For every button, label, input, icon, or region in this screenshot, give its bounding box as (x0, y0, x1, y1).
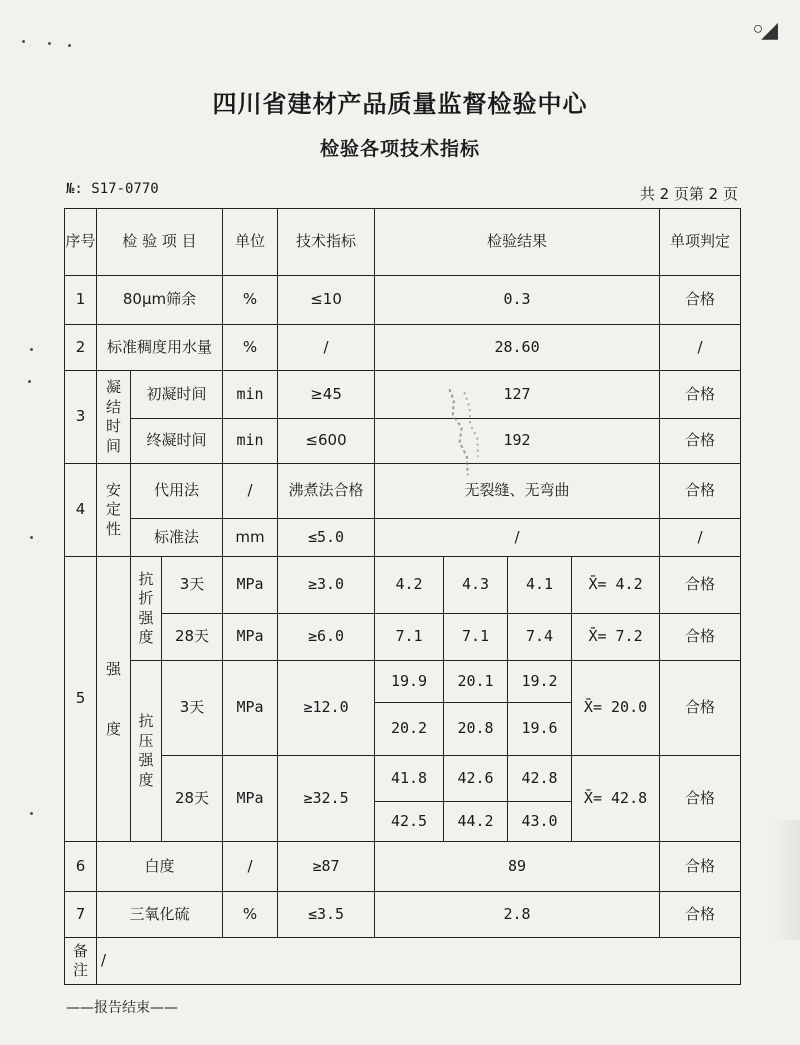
spec-3b: ≤600 (278, 419, 375, 464)
scan-speck (22, 40, 25, 43)
result-6: 89 (375, 842, 660, 892)
comp-3d-spec: ≥12.0 (278, 661, 375, 756)
seq-4: 4 (65, 464, 97, 557)
group-3 (97, 371, 131, 464)
comp-3d-avg: X̄= 20.0 (572, 661, 660, 756)
result-4a: 无裂缝、无弯曲 (375, 464, 660, 519)
flex-28d-avg: X̄= 7.2 (572, 614, 660, 661)
flex-3d-v1: 4.2 (375, 557, 444, 614)
item-4a: 代用法 (131, 464, 223, 519)
flex-28d-spec: ≥6.0 (278, 614, 375, 661)
comp-28d-r2-v1: 42.5 (375, 802, 444, 842)
header-result: 检验结果 (375, 209, 660, 276)
unit-4a: / (223, 464, 278, 519)
table-row-7 (65, 892, 741, 938)
seq-3: 3 (65, 371, 97, 464)
remarks-label-cell (65, 938, 97, 985)
flex-28d-v3: 7.4 (508, 614, 572, 661)
result-7: 2.8 (375, 892, 660, 938)
result-1: 0.3 (375, 276, 660, 325)
header-seq: 序号 (65, 209, 97, 276)
seq-7: 7 (65, 892, 97, 938)
item-2: 标准稠度用水量 (97, 325, 223, 371)
comp-28d-r2-v2: 44.2 (444, 802, 508, 842)
table-row-5-comp-28d-a (65, 756, 741, 802)
verdict-3b: 合格 (660, 419, 741, 464)
header-unit: 单位 (223, 209, 278, 276)
table-row-3b (65, 419, 741, 464)
result-3b: 192 (375, 419, 660, 464)
document-number: №: S17-0770 (66, 181, 159, 197)
corner-scribble-mark: ◦◢ (751, 18, 774, 43)
result-2: 28.60 (375, 325, 660, 371)
verdict-7: 合格 (660, 892, 741, 938)
result-4b: / (375, 519, 660, 557)
document-title: 四川省建材产品质量监督检验中心 (212, 90, 588, 118)
header-item: 检 验 项 目 (97, 209, 223, 276)
table-row-5-comp-3d-a (65, 661, 741, 703)
comp-3d-age: 3天 (162, 661, 223, 756)
verdict-2: / (660, 325, 741, 371)
flex-3d-unit: MPa (223, 557, 278, 614)
scan-speck (68, 44, 71, 47)
flex-3d-age: 3天 (162, 557, 223, 614)
item-4b: 标准法 (131, 519, 223, 557)
group-5 (97, 557, 131, 842)
verdict-4a: 合格 (660, 464, 741, 519)
verdict-4b: / (660, 519, 741, 557)
flex-28d-age: 28天 (162, 614, 223, 661)
group-4-label: 安定性 (106, 480, 122, 538)
unit-2: % (223, 325, 278, 371)
header-verdict: 单项判定 (660, 209, 741, 276)
comp-28d-r1-v3: 42.8 (508, 756, 572, 802)
flex-28d-verdict: 合格 (660, 614, 741, 661)
comp-3d-r1-v2: 20.1 (444, 661, 508, 703)
item-3b: 终凝时间 (131, 419, 223, 464)
scan-shadow (770, 820, 800, 940)
comp-3d-unit: MPa (223, 661, 278, 756)
comp-28d-age: 28天 (162, 756, 223, 842)
scan-speck (30, 536, 33, 539)
comp-28d-r1-v2: 42.6 (444, 756, 508, 802)
comp-28d-r1-v1: 41.8 (375, 756, 444, 802)
seq-6: 6 (65, 842, 97, 892)
seq-1: 1 (65, 276, 97, 325)
flex-3d-verdict: 合格 (660, 557, 741, 614)
document-subtitle: 检验各项技术指标 (319, 138, 480, 160)
flex-3d-avg: X̄= 4.2 (572, 557, 660, 614)
comp-3d-r2-v2: 20.8 (444, 703, 508, 756)
comp-28d-spec: ≥32.5 (278, 756, 375, 842)
spec-7: ≤3.5 (278, 892, 375, 938)
item-3a: 初凝时间 (131, 371, 223, 419)
scan-speck (30, 812, 33, 815)
unit-6: / (223, 842, 278, 892)
page-info: 共 2 页第 2 页 (639, 185, 738, 203)
table-row-4b (65, 519, 741, 557)
flex-3d-v2: 4.3 (444, 557, 508, 614)
unit-4b: mm (223, 519, 278, 557)
group-5-label: 强度 (106, 660, 122, 738)
unit-3a: min (223, 371, 278, 419)
table-row-3a (65, 371, 741, 419)
comp-28d-verdict: 合格 (660, 756, 741, 842)
flex-28d-v1: 7.1 (375, 614, 444, 661)
verdict-6: 合格 (660, 842, 741, 892)
report-end: ——报告结束—— (66, 1000, 178, 1016)
table-row-4a (65, 464, 741, 519)
comp-label-cell (131, 661, 162, 842)
item-6: 白度 (97, 842, 223, 892)
flex-label: 抗折强度 (138, 569, 154, 646)
item-7: 三氧化硫 (97, 892, 223, 938)
verdict-1: 合格 (660, 276, 741, 325)
table-row-remarks (65, 938, 741, 985)
flex-3d-spec: ≥3.0 (278, 557, 375, 614)
comp-label: 抗压强度 (138, 712, 154, 789)
spec-4a: 沸煮法合格 (278, 464, 375, 519)
comp-3d-r1-v3: 19.2 (508, 661, 572, 703)
scan-speck (30, 348, 33, 351)
table-row-5-flex-3d (65, 557, 741, 614)
table-row-6 (65, 842, 741, 892)
comp-28d-unit: MPa (223, 756, 278, 842)
remarks-value: / (97, 938, 741, 985)
unit-7: % (223, 892, 278, 938)
flex-28d-unit: MPa (223, 614, 278, 661)
item-1: 80μm筛余 (97, 276, 223, 325)
comp-3d-r2-v3: 19.6 (508, 703, 572, 756)
group-3-label: 凝结时间 (106, 378, 122, 455)
comp-28d-r2-v3: 43.0 (508, 802, 572, 842)
spec-3a: ≥45 (278, 371, 375, 419)
group-4 (97, 464, 131, 557)
table-header-row (65, 209, 741, 276)
table-row-1 (65, 276, 741, 325)
flex-3d-v3: 4.1 (508, 557, 572, 614)
flex-label-cell (131, 557, 162, 661)
verdict-3a: 合格 (660, 371, 741, 419)
table-row-2 (65, 325, 741, 371)
spec-1: ≤10 (278, 276, 375, 325)
comp-3d-verdict: 合格 (660, 661, 741, 756)
flex-28d-v2: 7.1 (444, 614, 508, 661)
comp-3d-r2-v1: 20.2 (375, 703, 444, 756)
spec-4b: ≤5.0 (278, 519, 375, 557)
unit-1: % (223, 276, 278, 325)
comp-28d-avg: X̄= 42.8 (572, 756, 660, 842)
spec-2: / (278, 325, 375, 371)
header-spec: 技术指标 (278, 209, 375, 276)
spec-6: ≥87 (278, 842, 375, 892)
remarks-label: 备注 (73, 941, 89, 979)
seq-5: 5 (65, 557, 97, 842)
seq-2: 2 (65, 325, 97, 371)
unit-3b: min (223, 419, 278, 464)
table-row-5-flex-28d (65, 614, 741, 661)
inspection-grid (64, 208, 741, 985)
comp-3d-r1-v1: 19.9 (375, 661, 444, 703)
scan-speck (28, 380, 31, 383)
scan-speck (48, 42, 51, 45)
result-3a: 127 (375, 371, 660, 419)
